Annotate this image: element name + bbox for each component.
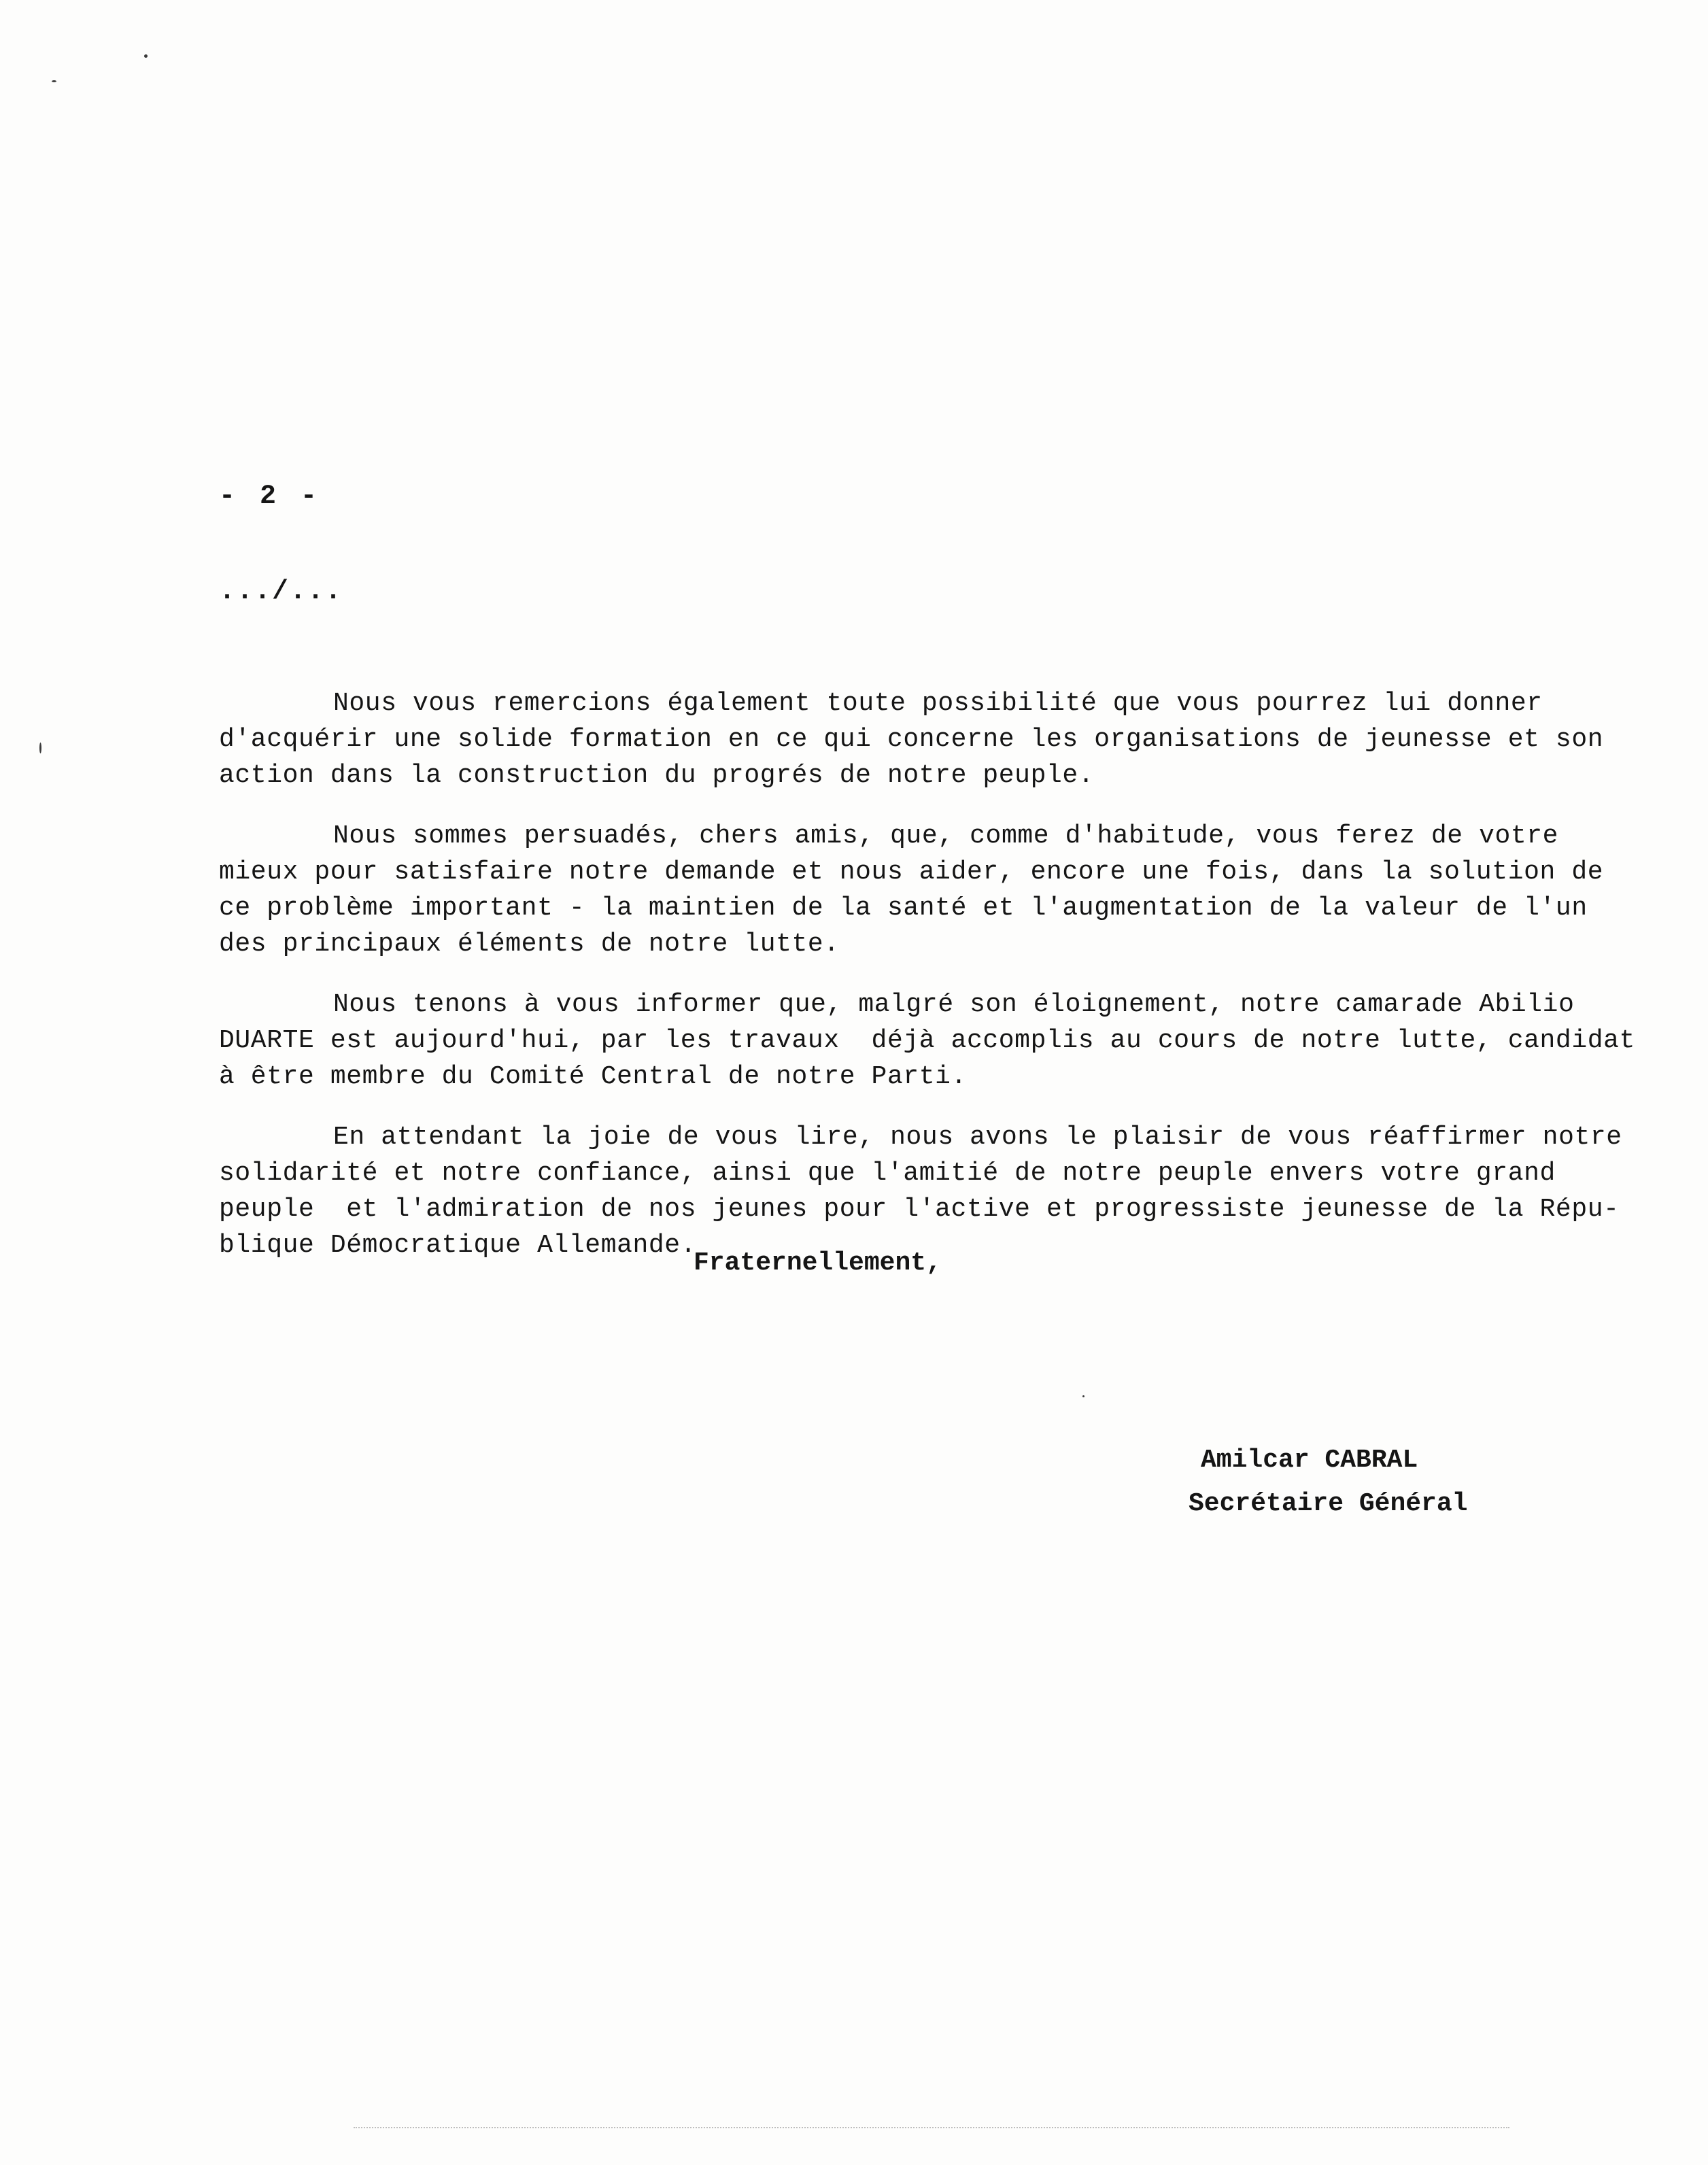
continuation-mark: .../...	[219, 577, 343, 607]
text-line: ce problème important - la maintien de la santé et l'augmentation de la valeur de l'un	[219, 893, 1588, 923]
text-line: Nous tenons à vous informer que, malgré son éloignement, notre camarade Abilio	[333, 990, 1575, 1019]
signer-name: Amilcar CABRAL	[1201, 1446, 1418, 1475]
scan-speck	[144, 54, 148, 58]
text-line: des principaux éléments de notre lutte.	[219, 930, 840, 959]
letter-body	[219, 685, 1633, 1288]
text-line: Nous sommes persuadés, chers amis, que, comme d'habitude, vous ferez de votre	[333, 821, 1559, 851]
signer-title: Secrétaire Général	[1189, 1489, 1468, 1518]
scan-speck	[52, 80, 56, 82]
text-line: blique Démocratique Allemande.	[219, 1231, 697, 1260]
text-line: mieux pour satisfaire notre demande et nous aider, encore une fois, dans la solution de	[219, 857, 1604, 887]
paragraph-information	[219, 987, 1633, 1095]
paragraph-request	[219, 818, 1633, 962]
text-line: action dans la construction du progrés de notre peuple.	[219, 761, 1095, 790]
scan-speck	[1082, 1395, 1084, 1397]
closing-salutation: Fraternellement,	[694, 1248, 942, 1278]
text-line: à être membre du Comité Central de notre Parti.	[219, 1062, 967, 1091]
paragraph-thanks	[219, 685, 1633, 794]
text-line: d'acquérir une solide formation en ce qui concerne les organisations de jeunesse et son	[219, 725, 1604, 754]
paragraph-solidarity	[219, 1119, 1633, 1263]
text-line: peuple et l'admiration de nos jeunes pour l'active et progressiste jeunesse de la Répu-	[219, 1195, 1620, 1224]
scan-speck	[39, 743, 41, 753]
signature-block	[1189, 1442, 1467, 1523]
text-line: Nous vous remercions également toute possibilité que vous pourrez lui donner	[333, 689, 1543, 718]
text-line: En attendant la joie de vous lire, nous avons le plaisir de vous réaffirmer notre	[333, 1123, 1622, 1152]
page-number: - 2 -	[219, 481, 322, 512]
text-line: solidarité et notre confiance, ainsi que l'amitié de notre peuple envers votre grand	[219, 1159, 1556, 1188]
scan-edge-artifact	[354, 2127, 1509, 2128]
text-line: DUARTE est aujourd'hui, par les travaux déjà accomplis au cours de notre lutte, candidat	[219, 1026, 1635, 1055]
